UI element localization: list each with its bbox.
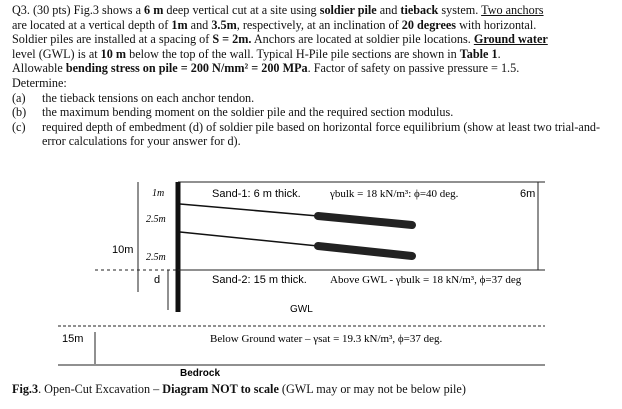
text-bold: Table 1 <box>459 46 498 61</box>
item-label: (a) <box>12 90 26 105</box>
text-bold: 1m <box>171 17 188 32</box>
text: Anchors are located at soldier pile locations. <box>251 32 474 47</box>
problem-line-5 <box>12 61 612 76</box>
item-label: (c) <box>12 119 26 134</box>
figure-caption <box>12 382 466 397</box>
depth-15m-label: 15m <box>62 333 84 345</box>
sand1-label: Sand-1: 6 m thick. <box>212 188 301 200</box>
question-item-c <box>12 120 612 149</box>
sand1-properties: γbulk = 18 kN/m³: ϕ=40 deg. <box>330 188 459 200</box>
hand-2-5m-label-a: 2.5m <box>146 214 166 225</box>
text: . <box>497 46 501 61</box>
text-bold: soldier pile <box>319 3 377 17</box>
text: and <box>376 3 401 17</box>
caption-text-end: (GWL may or may not be below pile) <box>278 382 466 396</box>
hand-2-5m-label-b: 2.5m <box>146 252 166 263</box>
text: deep vertical cut at a site using <box>163 3 320 17</box>
gwl-label: GWL <box>290 304 313 315</box>
text-bold: 20 degrees <box>401 17 457 32</box>
below-gw-properties: Below Ground water – γsat = 19.3 kN/m³, ϕ=37 deg. <box>210 333 443 345</box>
excavation-diagram <box>0 170 622 382</box>
text-bold: S = 2m. <box>212 32 252 47</box>
text: with horizontal. <box>456 17 537 32</box>
determine-label: Determine: <box>12 75 67 90</box>
tieback-anchor-1 <box>180 204 412 225</box>
problem-line-1 <box>12 3 612 18</box>
text: system. <box>438 3 482 17</box>
depth-d-label: d <box>154 274 161 286</box>
caption-text: . Open-Cut Excavation – <box>38 382 163 396</box>
problem-line-3 <box>12 32 612 47</box>
text: below the top of the wall. Typical H-Pile pile sections are shown in <box>126 46 460 61</box>
text: and <box>187 17 212 32</box>
problem-line-4 <box>12 47 612 62</box>
hand-1m-label: 1m <box>152 188 165 199</box>
depth-6m-label: 6m <box>520 188 536 200</box>
text: . Factor of safety on passive pressure = 1.5. <box>307 61 520 76</box>
bedrock-label: Bedrock <box>180 368 221 379</box>
item-text: required depth of embedment (d) of soldier pile based on horizontal force equilibrium (show at least two trial-and-error calculations for your answer for d). <box>42 119 601 149</box>
text-bold: tieback <box>400 3 439 17</box>
text-bold: 3.5m <box>211 17 237 32</box>
text: , respectively, at an inclination of <box>236 17 402 32</box>
text: level (GWL) is at <box>12 46 101 61</box>
text-bold-underline: Ground water <box>473 32 548 47</box>
item-label: (b) <box>12 105 27 120</box>
caption-bold: Diagram NOT to scale <box>162 382 279 396</box>
text: are located at a vertical depth of <box>12 17 172 32</box>
item-text: the tieback tensions on each anchor tendon. <box>42 90 255 105</box>
text-bold: 6 m <box>144 3 164 17</box>
text-underline: Two anchors <box>481 3 544 17</box>
question-item-b <box>12 105 612 120</box>
text-bold: 10 m <box>100 46 127 61</box>
caption-fig-number: Fig.3 <box>12 382 39 396</box>
text: Q3. (30 pts) Fig.3 shows a <box>12 3 145 17</box>
problem-line-2 <box>12 18 612 33</box>
sand2-label: Sand-2: 15 m thick. <box>212 274 307 286</box>
problem-statement <box>12 3 612 149</box>
above-gwl-properties: Above GWL - γbulk = 18 kN/m³, ϕ=37 deg <box>330 274 522 286</box>
depth-10m-label: 10m <box>112 244 134 256</box>
tieback-anchor-2 <box>180 232 412 256</box>
text: Soldier piles are installed at a spacing of <box>12 32 213 47</box>
question-item-a <box>12 91 612 106</box>
item-text: the maximum bending moment on the soldier pile and the required section modulus. <box>42 105 454 120</box>
question-list <box>12 91 612 149</box>
text-bold: bending stress on pile = 200 N/mm² = 200 MPa <box>65 61 308 76</box>
text: Allowable <box>12 61 66 76</box>
